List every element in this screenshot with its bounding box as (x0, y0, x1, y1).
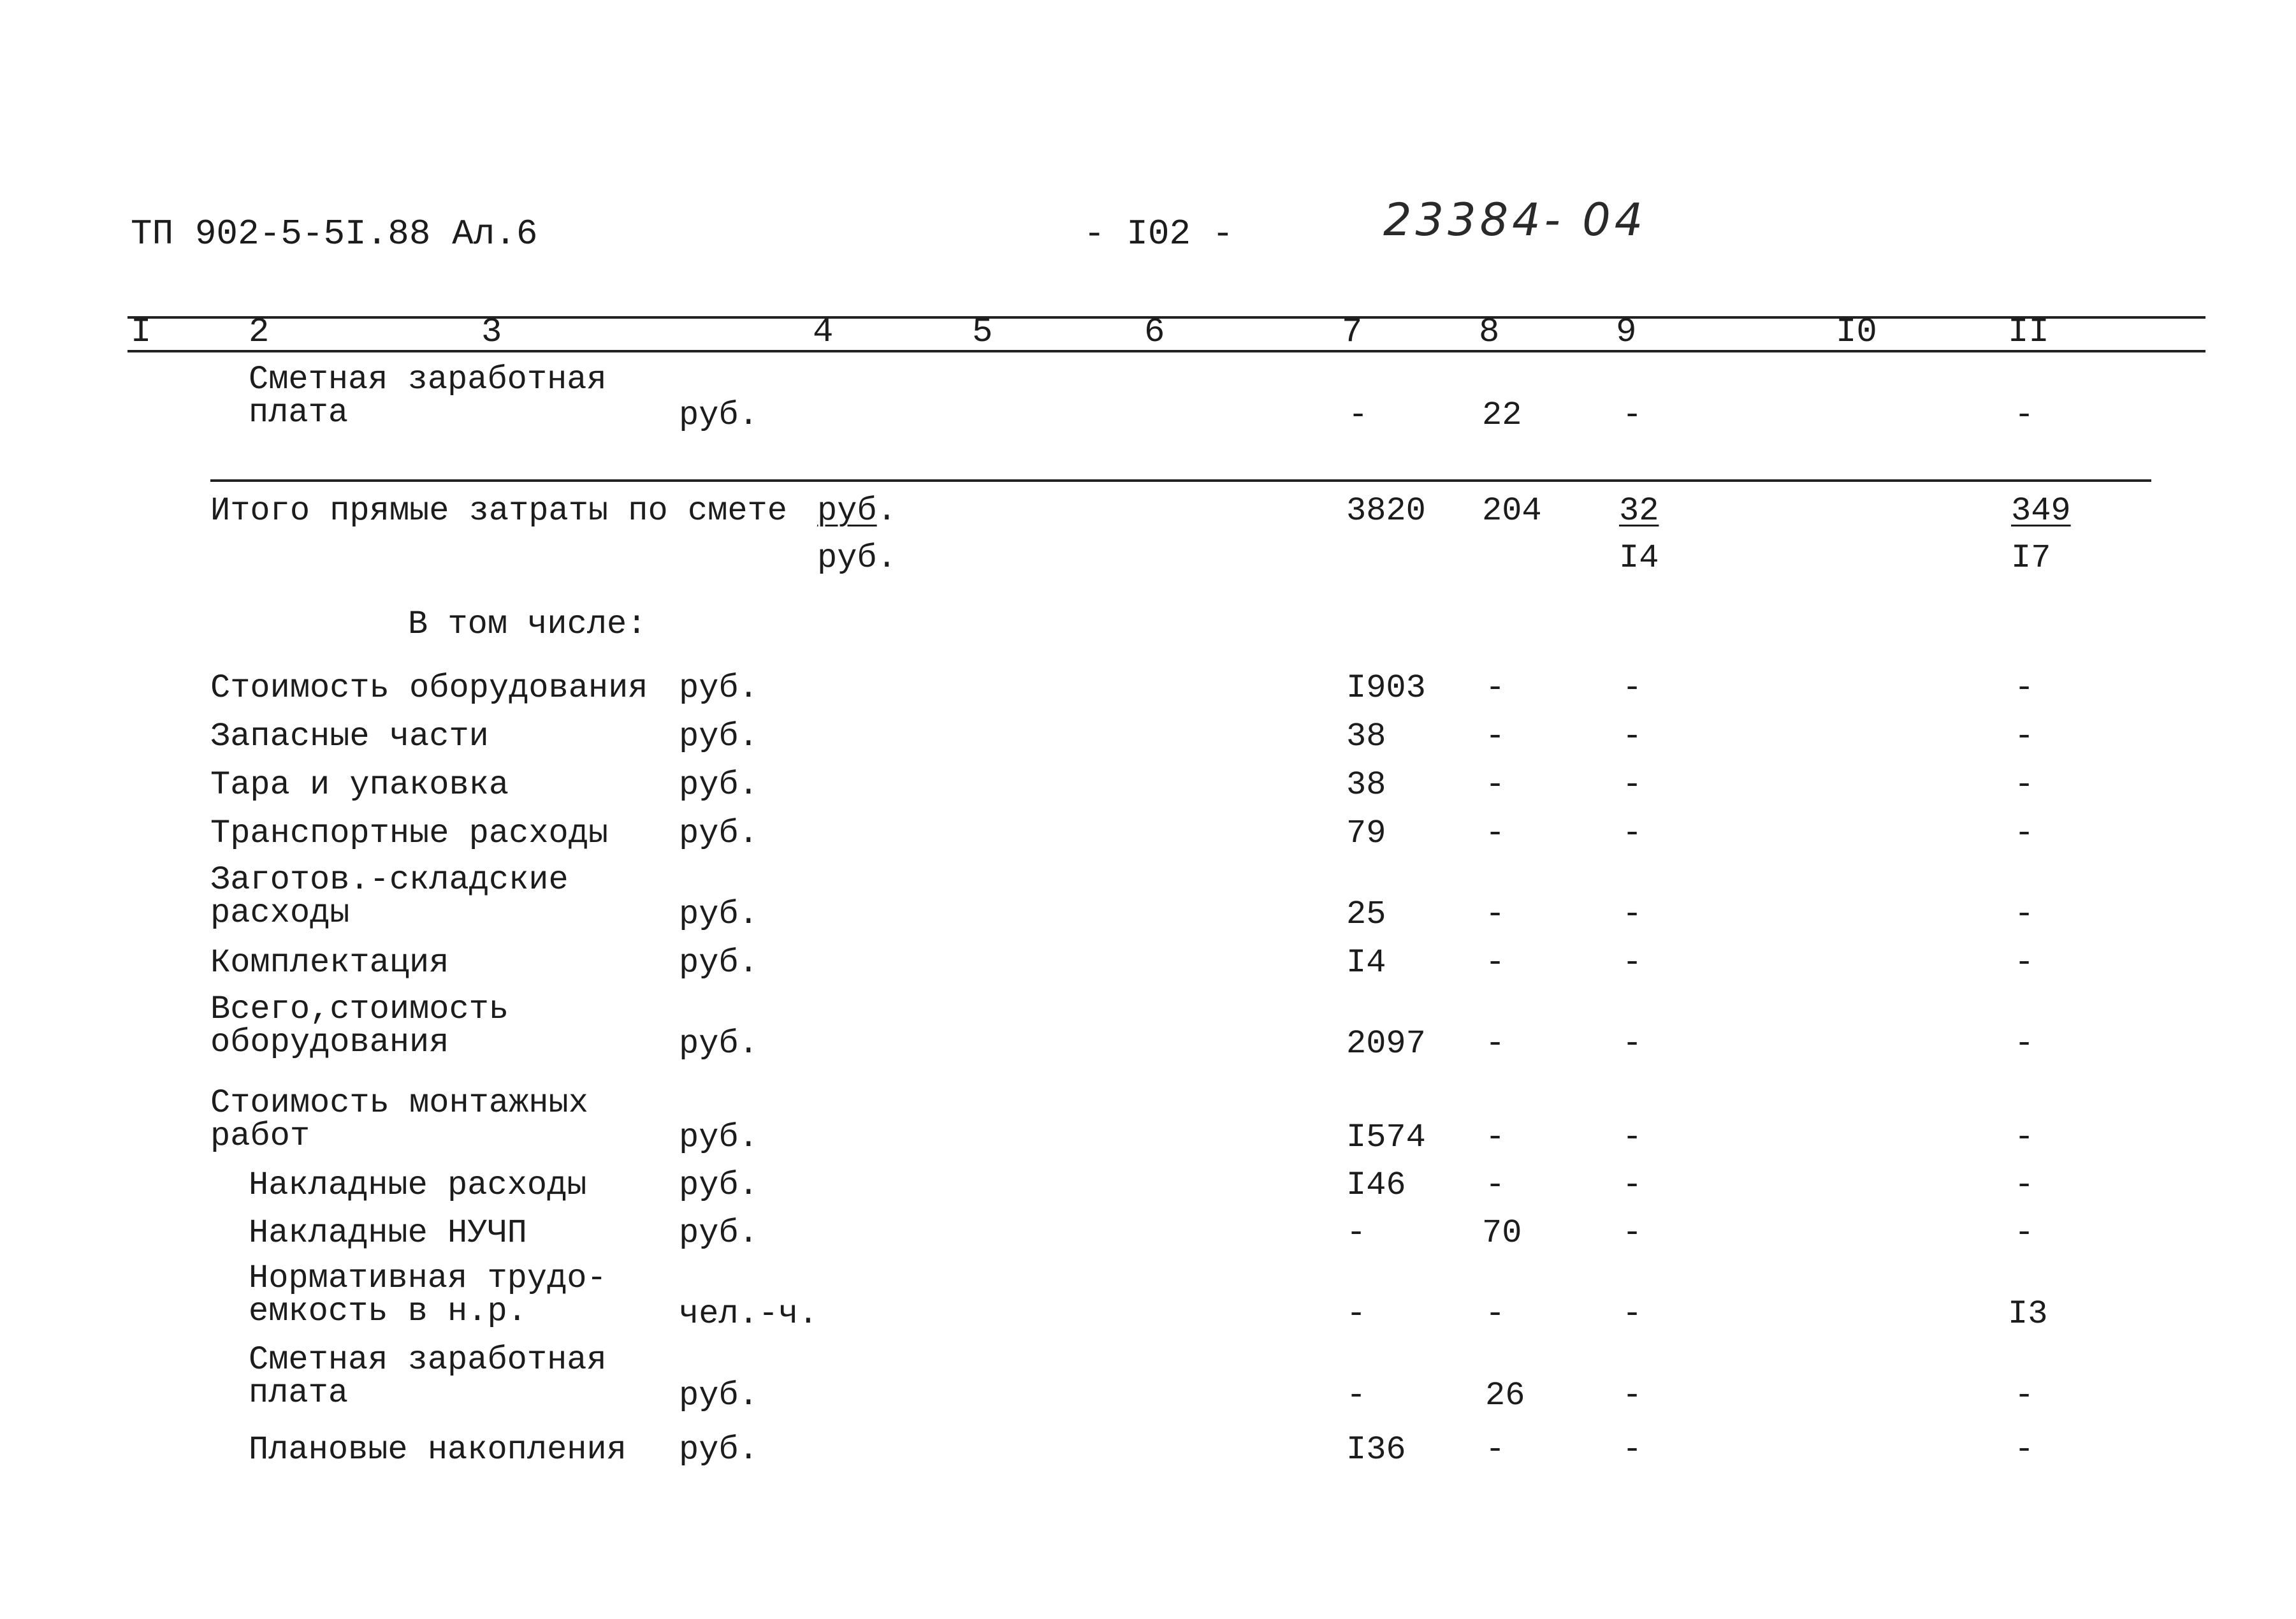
row-col7: - (1346, 1214, 1367, 1252)
row-col11: - (2014, 1377, 2035, 1414)
row-col8: - (1485, 1025, 1506, 1063)
row-col11: - (2014, 718, 2035, 755)
row-label-line-2: расходы (210, 894, 350, 932)
row-col9: - (1622, 1025, 1643, 1063)
total-unit-bottom: руб. (817, 539, 897, 577)
table-row-label (210, 1084, 657, 1157)
row-col11: - (2014, 1431, 2035, 1469)
row-col9: - (1622, 896, 1643, 933)
row-col9: - (1622, 1295, 1643, 1333)
table-row-label: Стоимость оборудования (210, 669, 648, 707)
row-label-line-2: оборудования (210, 1024, 449, 1061)
col-number-5: 5 (972, 313, 993, 352)
table-row (249, 363, 2161, 440)
row-col11: - (2014, 896, 2035, 933)
row-unit: руб. (679, 1377, 759, 1414)
total-col7: 3820 (1346, 492, 1426, 530)
total-label: Итого прямые затраты по смете (210, 492, 787, 530)
col-number-9: 9 (1616, 313, 1637, 352)
total-col9-bottom: I4 (1619, 539, 1659, 577)
including-heading: В том числе: (408, 606, 647, 643)
total-col8: 204 (1482, 492, 1542, 530)
row-label-line-1: Сметная заработная (249, 361, 607, 398)
col-number-1: I (131, 313, 152, 352)
table-row-label (249, 1262, 695, 1332)
row-col8: - (1485, 1431, 1506, 1469)
table-row-label: Плановые накопления (249, 1431, 627, 1469)
row-col9: - (1622, 718, 1643, 755)
table-row-label: Тара и упаковка (210, 766, 509, 804)
row-unit: руб. (679, 718, 759, 755)
row-col7: I4 (1346, 944, 1386, 982)
row-unit: руб. (679, 1025, 759, 1063)
row-col8: 70 (1482, 1214, 1522, 1252)
row-col9: - (1622, 944, 1643, 982)
row-col9: - (1622, 669, 1643, 707)
row-col7: 2097 (1346, 1025, 1426, 1063)
row-unit: руб. (679, 396, 759, 434)
total-col11-top: 349 (2011, 492, 2071, 530)
row-col9: - (1622, 1431, 1643, 1469)
page-number: - I02 - (1084, 214, 1234, 254)
row-col11: - (2014, 766, 2035, 804)
table-row-label (249, 1341, 695, 1414)
row-col9: - (1622, 815, 1643, 852)
row-col9: - (1622, 1166, 1643, 1204)
row-col11: - (2014, 944, 2035, 982)
table-row-label: Комплектация (210, 944, 449, 982)
col-number-2: 2 (249, 313, 270, 352)
table-row-label (210, 861, 657, 934)
col-number-6: 6 (1144, 313, 1165, 352)
table-top-rule (127, 316, 2205, 319)
table-row-label: Накладные НУЧП (249, 1214, 527, 1252)
row-col11: - (2014, 815, 2035, 852)
row-col11: - (2014, 1166, 2035, 1204)
total-col11-bottom: I7 (2011, 539, 2051, 577)
row-col11: - (2014, 1119, 2035, 1156)
col-number-7: 7 (1342, 313, 1363, 352)
row-col8: - (1485, 815, 1506, 852)
row-label-line-1: Всего,стоимость (210, 991, 509, 1028)
row-col7: 79 (1346, 815, 1386, 852)
row-col9: - (1622, 1119, 1643, 1156)
row-unit: руб. (679, 1214, 759, 1252)
row-col8: - (1485, 718, 1506, 755)
table-row-label (210, 993, 657, 1063)
row-col11: - (2014, 669, 2035, 707)
row-col8: - (1485, 1166, 1506, 1204)
row-unit: руб. (679, 669, 759, 707)
total-unit-top-underlined: руб (817, 492, 877, 530)
row-label-line-2: плата (249, 394, 349, 432)
table-row-label: Накладные расходы (249, 1166, 587, 1204)
row-col7: - (1346, 1295, 1367, 1333)
row-col8: 22 (1482, 396, 1522, 434)
row-col7: I903 (1346, 669, 1426, 707)
total-col9-top: 32 (1619, 492, 1659, 530)
table-header-rule (127, 350, 2205, 352)
total-separator-rule (210, 479, 2151, 482)
row-col11: I3 (2008, 1295, 2048, 1333)
row-col8: - (1485, 896, 1506, 933)
row-col7: I46 (1346, 1166, 1406, 1204)
col-number-4: 4 (813, 313, 834, 352)
col-number-11: II (2008, 313, 2049, 352)
table-row-label: Транспортные расходы (210, 815, 609, 852)
col-number-3: 3 (481, 313, 502, 352)
row-label-line-2: работ (210, 1117, 310, 1155)
row-col7: 25 (1346, 896, 1386, 933)
row-unit: чел.-ч. (679, 1295, 818, 1333)
row-unit: руб. (679, 1119, 759, 1156)
row-label-line-1: Заготов.-складские (210, 861, 569, 899)
col-number-8: 8 (1479, 313, 1500, 352)
row-label-line-1: Нормативная трудо- (249, 1260, 607, 1297)
row-col9: - (1622, 1377, 1643, 1414)
row-col11: - (2014, 396, 2035, 434)
row-col11: - (2014, 1214, 2035, 1252)
row-col9: - (1622, 1214, 1643, 1252)
total-unit-top (817, 492, 897, 530)
row-unit: руб. (679, 896, 759, 933)
row-col8: - (1485, 1295, 1506, 1333)
row-col11: - (2014, 1025, 2035, 1063)
total-unit-top-dot: . (876, 492, 897, 530)
row-col7: - (1348, 396, 1369, 434)
row-col7: 38 (1346, 766, 1386, 804)
row-col7: - (1346, 1377, 1367, 1414)
document-code: ТП 902-5-5I.88 Ал.6 (131, 214, 538, 254)
table-row-label: Запасные части (210, 718, 489, 755)
row-col8: - (1485, 766, 1506, 804)
row-label-line-1: Стоимость монтажных (210, 1084, 588, 1122)
row-label-line-1: Сметная заработная (249, 1341, 607, 1379)
row-col7: I574 (1346, 1119, 1426, 1156)
row-col9: - (1622, 766, 1643, 804)
row-label-line-2: плата (249, 1374, 349, 1412)
row-col8: - (1485, 944, 1506, 982)
row-unit: руб. (679, 766, 759, 804)
row-col8: - (1485, 669, 1506, 707)
row-unit: руб. (679, 944, 759, 982)
row-col7: I36 (1346, 1431, 1406, 1469)
row-unit: руб. (679, 1431, 759, 1469)
col-number-10: I0 (1836, 313, 1877, 352)
handwritten-number: 23384- 04 (1383, 194, 1647, 246)
row-col8: 26 (1485, 1377, 1525, 1414)
row-col9: - (1622, 396, 1643, 434)
row-label-line-2: емкость в н.р. (249, 1293, 527, 1330)
row-unit: руб. (679, 815, 759, 852)
row-col8: - (1485, 1119, 1506, 1156)
row-col7: 38 (1346, 718, 1386, 755)
row-unit: руб. (679, 1166, 759, 1204)
